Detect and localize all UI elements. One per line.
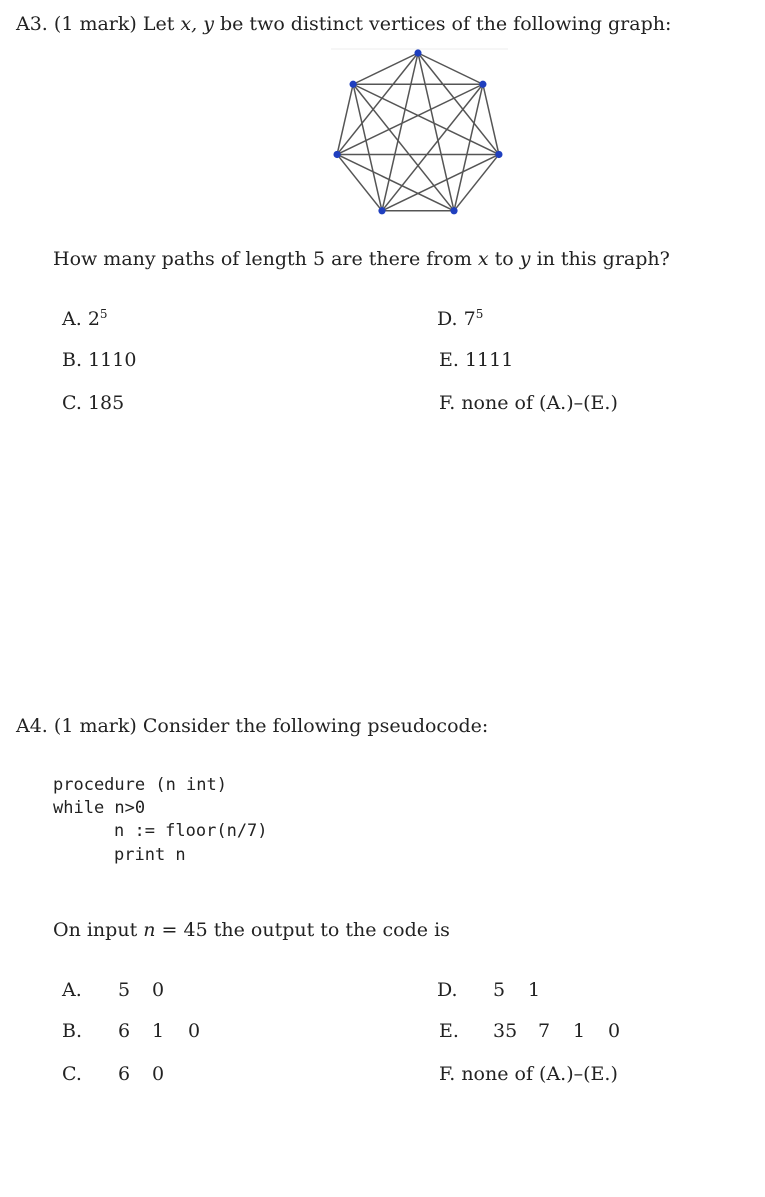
- a4-option-b-value-1: 6: [118, 1020, 131, 1042]
- graph-edges: [337, 53, 499, 211]
- graph-edge: [353, 53, 418, 84]
- graph-vertex: [414, 49, 421, 56]
- a3-option-c-letter: C.: [62, 392, 82, 414]
- a4-option-f-dash: –: [573, 1063, 584, 1085]
- code-line-4: print n: [114, 845, 186, 865]
- a3-option-a-exponent: 5: [99, 307, 108, 321]
- a4-option-d-value-2: 1: [528, 979, 541, 1001]
- a3-option-c-value: 185: [87, 392, 125, 414]
- a4-question-pre: On input: [53, 919, 138, 941]
- a4-option-e-value-3: 1: [573, 1020, 586, 1042]
- a3-option-c[interactable]: [62, 392, 124, 414]
- a3-option-d-exponent: 5: [475, 307, 484, 321]
- a3-option-f-pre: none of: [461, 392, 533, 414]
- a3-option-d-letter: D.: [437, 308, 458, 330]
- a4-question: [53, 919, 450, 941]
- a4-option-e-value-1: 35: [493, 1020, 518, 1042]
- a3-question-var-y: y: [519, 248, 531, 270]
- a4-option-c[interactable]: [62, 1063, 165, 1085]
- a4-option-b-value-2: 1: [152, 1020, 165, 1042]
- a3-option-f[interactable]: [439, 392, 618, 414]
- a4-option-a[interactable]: [62, 979, 165, 1001]
- a3-marks: (1 mark): [53, 13, 137, 35]
- a4-stem: Consider the following pseudocode:: [142, 715, 489, 737]
- graph-vertex: [350, 81, 357, 88]
- a4-option-d-letter: D.: [437, 979, 458, 1001]
- a4-option-f-from: (A.): [539, 1063, 574, 1085]
- a4-option-a-value-2: 0: [152, 979, 165, 1001]
- a4-option-e-value-4: 0: [608, 1020, 621, 1042]
- a3-option-b-letter: B.: [62, 349, 83, 371]
- a4-option-f-to: (E.): [583, 1063, 618, 1085]
- a3-option-f-letter: F.: [439, 392, 456, 414]
- graph-edge: [418, 53, 483, 84]
- a3-option-b[interactable]: [62, 349, 136, 371]
- a3-option-f-dash: –: [573, 392, 584, 414]
- a3-option-e-value: 1111: [464, 349, 514, 371]
- a4-question-post: the output to the code is: [213, 919, 450, 941]
- a4-option-e-value-2: 7: [538, 1020, 551, 1042]
- complete-graph-k7: [318, 42, 518, 232]
- a4-option-a-value-1: 5: [118, 979, 131, 1001]
- a4-option-b[interactable]: [62, 1020, 201, 1042]
- code-line-3: n := floor(n/7): [114, 821, 268, 841]
- a4-option-c-value-2: 0: [152, 1063, 165, 1085]
- a3-option-f-to: (E.): [583, 392, 618, 414]
- graph-vertex: [479, 81, 486, 88]
- graph-vertex: [495, 151, 502, 158]
- a3-question-pre: How many paths of length 5 are there from: [53, 248, 472, 270]
- a3-option-e-letter: E.: [439, 349, 459, 371]
- a4-option-c-value-1: 6: [118, 1063, 131, 1085]
- a3-heading: [16, 13, 671, 35]
- a4-question-var-n: n: [143, 919, 156, 941]
- a4-option-f-pre: none of: [461, 1063, 533, 1085]
- a4-option-f[interactable]: [439, 1063, 618, 1085]
- a3-question: [53, 248, 670, 270]
- graph-vertex: [450, 207, 457, 214]
- graph-edge: [337, 154, 454, 210]
- code-line-2: while n>0: [53, 798, 146, 818]
- a4-option-e-letter: E.: [439, 1020, 459, 1042]
- graph-vertex: [333, 151, 340, 158]
- a4-option-a-letter: A.: [62, 979, 82, 1001]
- a4-option-f-letter: F.: [439, 1063, 456, 1085]
- graph-edge: [337, 84, 483, 154]
- a4-option-d-value-1: 5: [493, 979, 506, 1001]
- a3-option-a-base: 2: [87, 308, 100, 330]
- a4-marks: (1 mark): [53, 715, 137, 737]
- a4-option-d[interactable]: [437, 979, 541, 1001]
- a3-option-a[interactable]: [62, 308, 108, 330]
- a3-option-f-from: (A.): [539, 392, 574, 414]
- a4-option-b-letter: B.: [62, 1020, 83, 1042]
- a4-option-b-value-3: 0: [188, 1020, 201, 1042]
- a3-question-var-x: x: [477, 248, 489, 270]
- a3-stem-post: be two distinct vertices of the following graph:: [219, 13, 672, 35]
- a3-question-post: in this graph?: [536, 248, 670, 270]
- a3-stem-pre: Let: [142, 13, 175, 35]
- a4-question-eq: = 45: [161, 919, 208, 941]
- a3-option-d-base: 7: [463, 308, 476, 330]
- code-line-1: procedure (n int): [53, 775, 227, 795]
- graph-vertices: [333, 49, 502, 214]
- graph-vertex: [378, 207, 385, 214]
- a4-heading: [16, 715, 488, 737]
- a4-number: A4.: [16, 715, 48, 737]
- a3-option-d[interactable]: [437, 308, 483, 330]
- a4-option-c-letter: C.: [62, 1063, 82, 1085]
- a3-option-a-letter: A.: [62, 308, 82, 330]
- graph-edge: [382, 154, 499, 210]
- a4-option-e[interactable]: [439, 1020, 621, 1042]
- a3-question-mid: to: [494, 248, 514, 270]
- a3-vars: x, y: [180, 13, 214, 35]
- a3-number: A3.: [16, 13, 48, 35]
- a3-option-b-value: 1110: [88, 349, 137, 371]
- graph-edge: [353, 84, 499, 154]
- a3-option-e[interactable]: [439, 349, 513, 371]
